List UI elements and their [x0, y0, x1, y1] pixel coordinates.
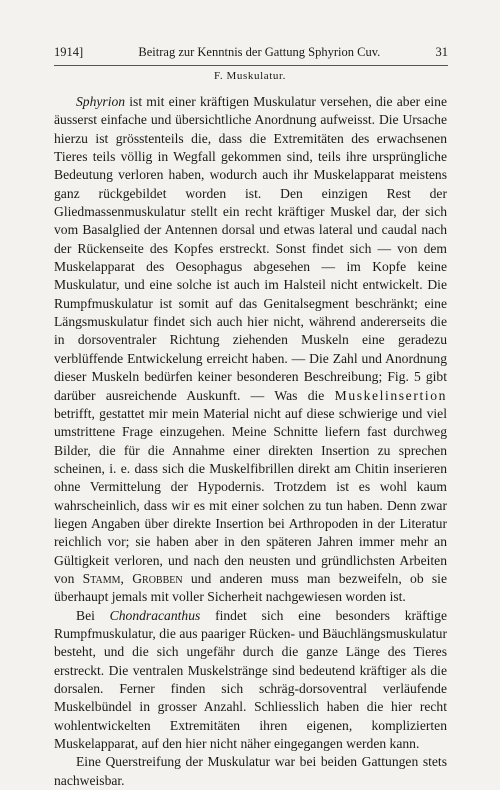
text-run: Bei	[76, 607, 110, 623]
text-run: betrifft, gestattet mir mein Material nicht auf diese schwierige und viel umstrittene Frage einzugehen. Meine Schnitte liefern fast durchweg Bilder, die für die Annahme einer direkten Insertion zu sprechen scheinen, i. e. dass sich die Muskelfibrillen direkt am Chitin inserieren ohne Vermittelung der Hypodernis. Trotzdem ist es wohl kaum wahrscheinlich, dass wir es mit einer solchen zu tun haben. Denn zwar liegen Angaben über direkte Insertion bei Arthropoden in der Literatur reichlich vor; sie haben aber in den späteren Jahren immer mehr an Gültigkeit verloren, und nach den neusten und gründlichsten Arbeiten von	[54, 405, 447, 586]
genus-name: Sphyrion	[76, 94, 126, 109]
genus-name: Chondracanthus	[109, 607, 201, 623]
spaced-term: Muskelinsertion	[334, 387, 447, 403]
author-name: Grobben	[132, 570, 183, 586]
page-number: 31	[435, 45, 448, 59]
text-run: findet sich eine besonders kräftige Rumpfmuskulatur, die aus paariger Rücken- und Bäuchlängsmuskulatur besteht, und die sich ungefähr durch die ganze Länge des Tieres erstreckt. Die ventralen Muskelstränge sind bedeutend kräftiger als die dorsalen. Ferner finden sich schräg-dorsoventral verläufende Muskelbündel in grosser Anzahl. Schliesslich haben die hier recht wohlentwickelten Extremitäten ihren eigenen, komplizierten Muskelapparat, auf den hier nicht näher eingegangen werden kann.	[54, 607, 448, 752]
author-name: Stamm	[82, 570, 121, 586]
header-year: 1914]	[54, 45, 84, 59]
text-run: Eine Querstreifung der Muskulatur war bei beiden Gattungen stets nachweisbar.	[54, 754, 447, 788]
header-title: Beitrag zur Kenntnis der Gattung Sphyrion Cuv.	[138, 45, 381, 59]
header-rule	[54, 65, 448, 66]
paragraph-1	[54, 93, 447, 607]
paragraph-3	[54, 753, 447, 790]
paragraph-2	[54, 607, 447, 754]
body-text	[54, 93, 447, 790]
section-title: F. Muskulatur.	[214, 70, 286, 82]
running-header	[54, 45, 448, 60]
text-run: ist mit einer kräftigen Muskulatur versehen, die aber eine äusserst einfache und übersichtliche Anordnung aufweisst. Die Ursache hierzu ist grösstenteils die, dass die Extremitäten des erwachsenen Tieres teils völlig in Wegfall gekommen sind, teils ihre ursprüngliche Bedeutung verloren haben, wodurch auch ihr Muskelapparat meistens ganz rückgebildet worden ist. Den einzigen Rest der Gliedmassenmuskulatur stellt ein recht kräftiger Muskel dar, der sich vom Basalglied der Antennen dorsal und etwas lateral und caudal nach der Rückenseite des Kopfes erstreckt. Sonst findet sich — von dem Muskelapparat des Oesophagus abgesehen — im Kopfe keine Muskulatur, und eine solche ist auch im Halsteil nicht entwickelt. Die Rumpfmuskulatur ist somit auf das Genitalsegment beschränkt; eine Längsmuskulatur findet sich auch hier nicht, während andererseits die in dorsoventraler Richtung ziehenden Muskeln eine geradezu verblüffende Entwickelung erreicht haben. — Die Zahl und Anordnung dieser Muskeln bedürfen keiner besonderen Beschreibung; Fig. 5 gibt darüber ausreichende Auskunft. — Was die	[54, 94, 447, 403]
text-run: und anderen muss man bezweifeln, ob sie überhaupt jemals mit voller Sicherheit nachgewiesen worden ist.	[54, 570, 447, 605]
text-run: ,	[120, 570, 133, 586]
